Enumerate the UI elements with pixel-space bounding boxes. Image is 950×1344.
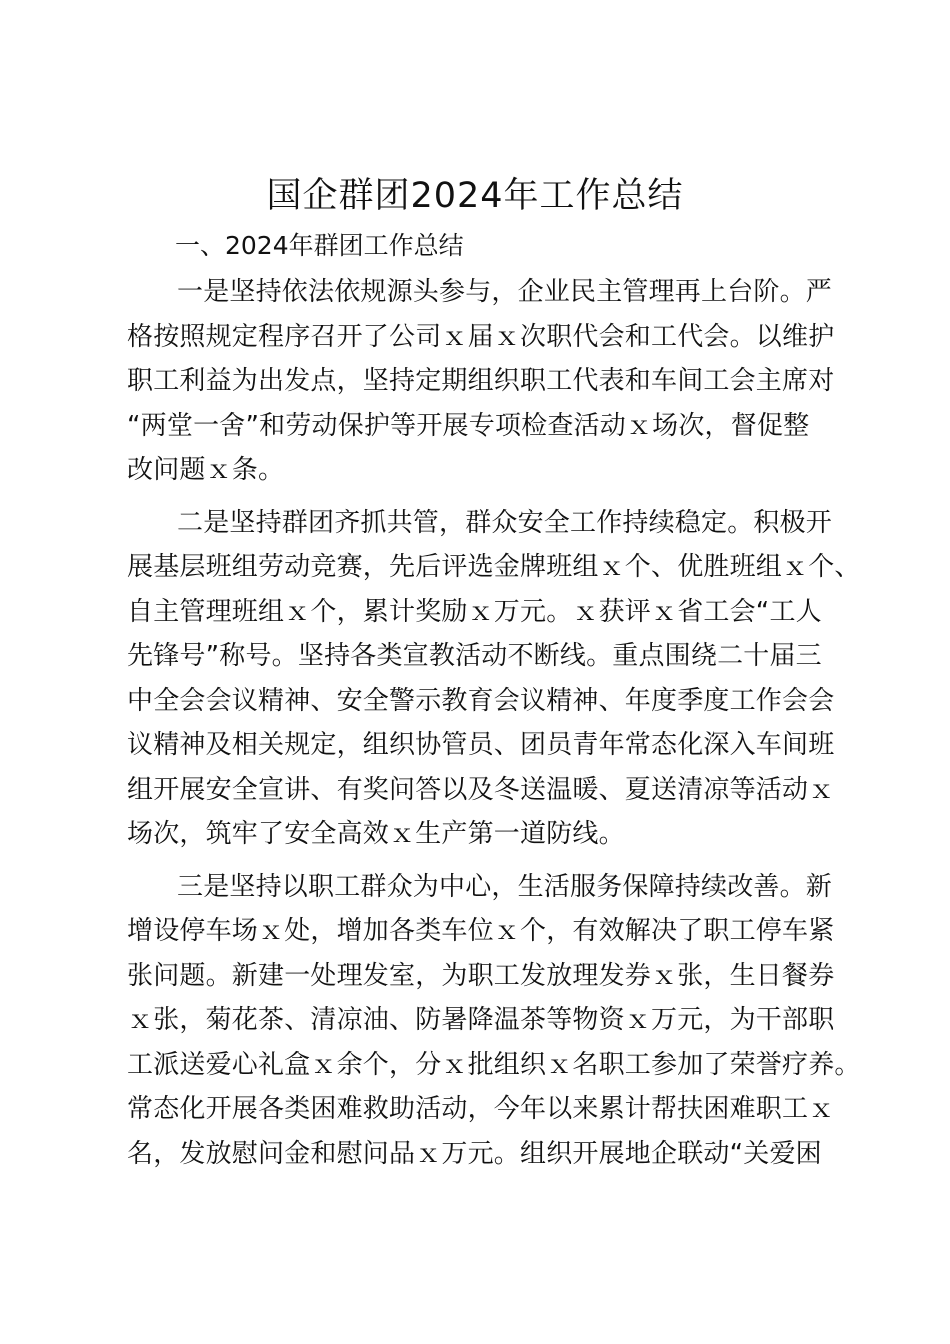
body-line: 改问题ｘ条。 bbox=[127, 455, 285, 485]
body-line: 自主管理班组ｘ个，累计奖励ｘ万元。ｘ获评ｘ省工会“工人 bbox=[127, 596, 822, 627]
body-line: 三是坚持以职工群众为中心，生活服务保障持续改善。新 bbox=[177, 871, 833, 902]
body-line: 二是坚持群团齐抓共管，群众安全工作持续稳定。积极开 bbox=[177, 507, 833, 538]
body-line: “两堂一舍”和劳动保护等开展专项检查活动ｘ场次，督促整 bbox=[127, 410, 810, 441]
section-heading: 一、2024年群团工作总结 bbox=[175, 231, 464, 260]
body-line: 工派送爱心礼盒ｘ余个，分ｘ批组织ｘ名职工参加了荣誉疗养。 bbox=[127, 1049, 861, 1080]
body-line: 增设停车场ｘ处，增加各类车位ｘ个，有效解决了职工停车紧 bbox=[127, 916, 835, 946]
body-line: 张问题。新建一处理发室，为职工发放理发券ｘ张，生日餐券 bbox=[127, 960, 835, 991]
body-line: 场次，筑牢了安全高效ｘ生产第一道防线。 bbox=[127, 819, 625, 849]
body-line: 名，发放慰问金和慰问品ｘ万元。组织开展地企联动“关爱困 bbox=[127, 1138, 822, 1169]
body-line: 议精神及相关规定，组织协管员、团员青年常态化深入车间班 bbox=[127, 730, 835, 760]
body-line: 展基层班组劳动竞赛，先后评选金牌班组ｘ个、优胜班组ｘ个、 bbox=[127, 552, 861, 582]
body-line: 一是坚持依法依规源头参与，企业民主管理再上台阶。严 bbox=[177, 277, 833, 307]
body-line: ｘ张，菊花茶、清凉油、防暑降温茶等物资ｘ万元，为干部职 bbox=[127, 1005, 835, 1035]
body-line: 常态化开展各类困难救助活动，今年以来累计帮扶困难职工ｘ bbox=[127, 1094, 835, 1124]
document-title: 国企群团2024年工作总结 bbox=[266, 176, 684, 216]
body-line: 中全会会议精神、安全警示教育会议精神、年度季度工作会会 bbox=[127, 685, 835, 716]
body-line: 组开展安全宣讲、有奖问答以及冬送温暖、夏送清凉等活动ｘ bbox=[127, 774, 835, 805]
document-body bbox=[127, 270, 861, 1176]
body-line: 职工利益为出发点，坚持定期组织职工代表和车间工会主席对 bbox=[127, 366, 835, 396]
body-line: 格按照规定程序召开了公司ｘ届ｘ次职代会和工代会。以维护 bbox=[127, 321, 835, 352]
body-line: 先锋号”称号。坚持各类宣教活动不断线。重点围绕二十届三 bbox=[127, 641, 822, 671]
